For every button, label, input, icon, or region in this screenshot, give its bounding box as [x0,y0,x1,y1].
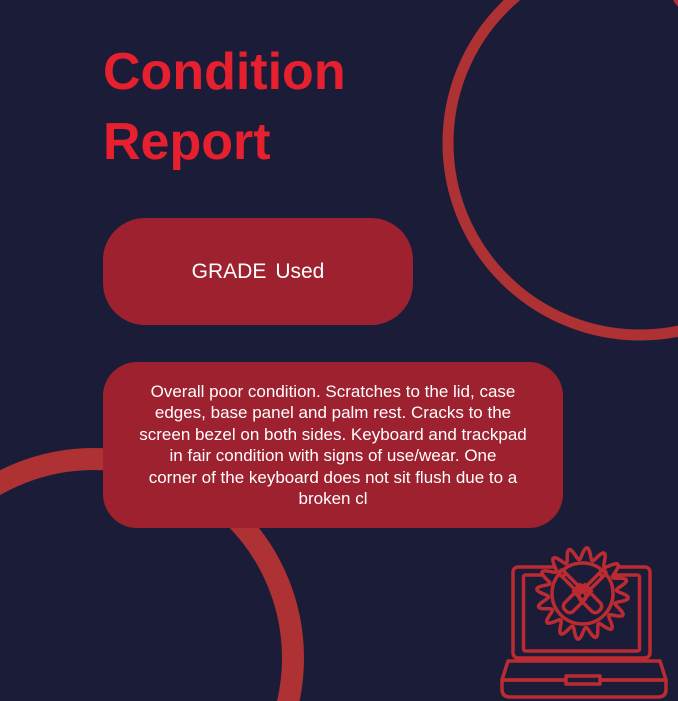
grade-label: GRADE [191,259,267,283]
gear-inner-circle [552,563,613,624]
grade-value: Used [275,259,325,283]
page-title: Condition Report [103,43,346,171]
laptop-base-notch [566,676,600,684]
condition-text: Overall poor condition. Scratches to the lid, case edges, base panel and palm rest. Cracks to the screen bezel on both sides. Keyboard and trackpad in fair condition with signs of use/wear. One corner of the keyboard does not sit flush due to a broken cl [139,381,527,508]
